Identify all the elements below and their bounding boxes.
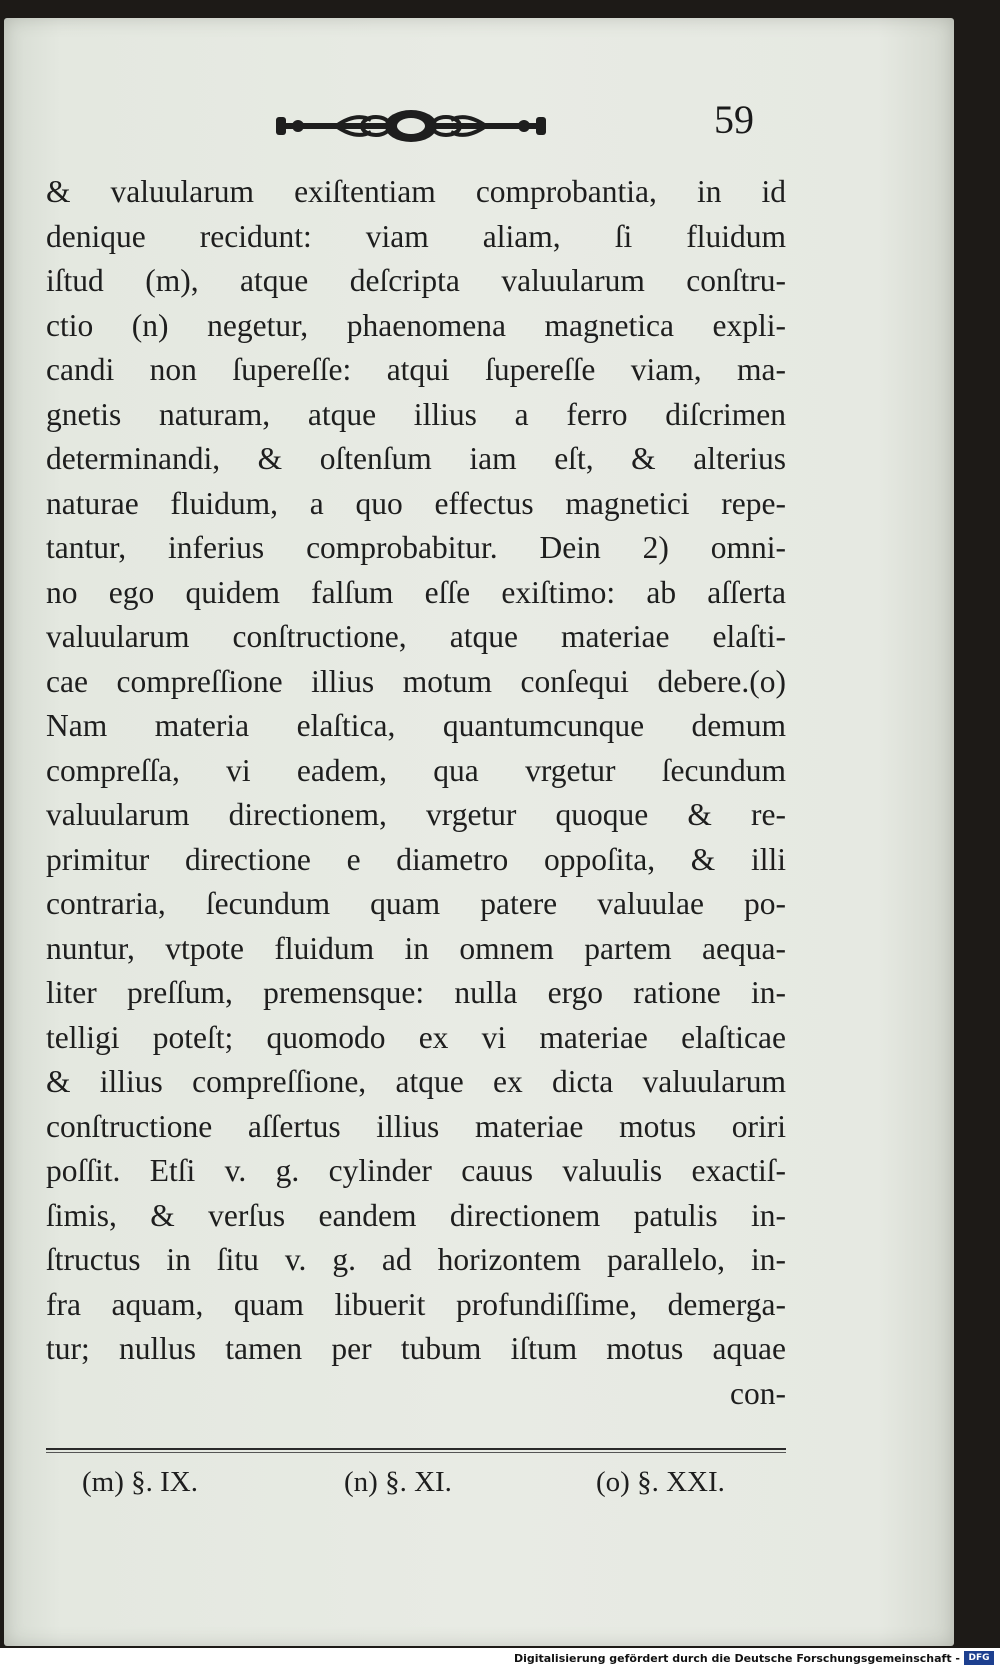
text-line: denique recidunt: viam aliam, ſi fluidum bbox=[46, 218, 786, 254]
text-line: poſſit. Etſi v. g. cylinder cauus valuulis exactiſ- bbox=[46, 1153, 786, 1188]
text-line: iſtud (m), atque deſcripta valuularum conſtru- bbox=[46, 263, 786, 298]
text-line: liter preſſum, premensque: nulla ergo ratione in- bbox=[46, 975, 786, 1010]
footnote-rule bbox=[46, 1448, 786, 1450]
text-line: conſtructione aſſertus illius materiae motus oriri bbox=[46, 1108, 786, 1144]
text-line: gnetis naturam, atque illius a ferro diſcrimen bbox=[46, 396, 786, 432]
footnote-o: (o) §. XXI. bbox=[596, 1466, 725, 1498]
text-line: & valuularum exiſtentiam comprobantia, in id bbox=[46, 174, 786, 209]
text-line: telligi poteſt; quomodo ex vi materiae elaſticae bbox=[46, 1019, 786, 1055]
decorative-ornament-icon bbox=[276, 108, 546, 144]
body-text bbox=[46, 170, 786, 1416]
text-line: valuularum directionem, vrgetur quoque & re- bbox=[46, 797, 786, 832]
text-line: tur; nullus tamen per tubum iſtum motus aquae bbox=[46, 1331, 786, 1366]
text-line: ctio (n) negetur, phaenomena magnetica expli- bbox=[46, 307, 786, 343]
page-number: 59 bbox=[714, 97, 754, 142]
dfg-logo-icon: DFG bbox=[964, 1651, 994, 1665]
digitization-credit-bar bbox=[0, 1648, 1000, 1668]
text-line: ſtructus in ſitu v. g. ad horizontem parallelo, in- bbox=[46, 1242, 786, 1277]
text-line: cae compreſſione illius motum conſequi debere.(o) bbox=[46, 663, 786, 699]
text-line: no ego quidem falſum eſſe exiſtimo: ab aſſerta bbox=[46, 574, 786, 610]
footnote-rule bbox=[46, 1452, 786, 1453]
text-line: primitur directione e diametro oppoſita, & illi bbox=[46, 841, 786, 877]
text-line: ſimis, & verſus eandem directionem patulis in- bbox=[46, 1197, 786, 1233]
text-line: nuntur, vtpote fluidum in omnem partem aequa- bbox=[46, 930, 786, 966]
text-line: tantur, inferius comprobabitur. Dein 2) omni- bbox=[46, 530, 786, 565]
catchword: con- bbox=[730, 1375, 786, 1411]
text-line: contraria, ſecundum quam patere valuulae po- bbox=[46, 886, 786, 921]
digitization-credit: Digitalisierung gefördert durch die Deutsche Forschungsgemeinschaft - bbox=[513, 1652, 960, 1665]
text-line: & illius compreſſione, atque ex dicta valuularum bbox=[46, 1064, 786, 1099]
text-line: candi non ſupereſſe: atqui ſupereſſe viam, ma- bbox=[46, 352, 786, 387]
text-line: Nam materia elaſtica, quantumcunque demum bbox=[46, 708, 786, 743]
text-line: determinandi, & oſtenſum iam eſt, & alterius bbox=[46, 441, 786, 476]
text-line: valuularum conſtructione, atque materiae elaſti- bbox=[46, 619, 786, 654]
footnote-m: (m) §. IX. bbox=[82, 1466, 198, 1498]
text-line: fra aquam, quam libuerit profundiſſime, demerga- bbox=[46, 1286, 786, 1322]
footnote-n: (n) §. XI. bbox=[344, 1466, 452, 1498]
text-line: compreſſa, vi eadem, qua vrgetur ſecundum bbox=[46, 752, 786, 788]
book-page bbox=[4, 18, 954, 1646]
page-header bbox=[4, 96, 954, 156]
text-line: naturae fluidum, a quo effectus magnetici repe- bbox=[46, 485, 786, 521]
